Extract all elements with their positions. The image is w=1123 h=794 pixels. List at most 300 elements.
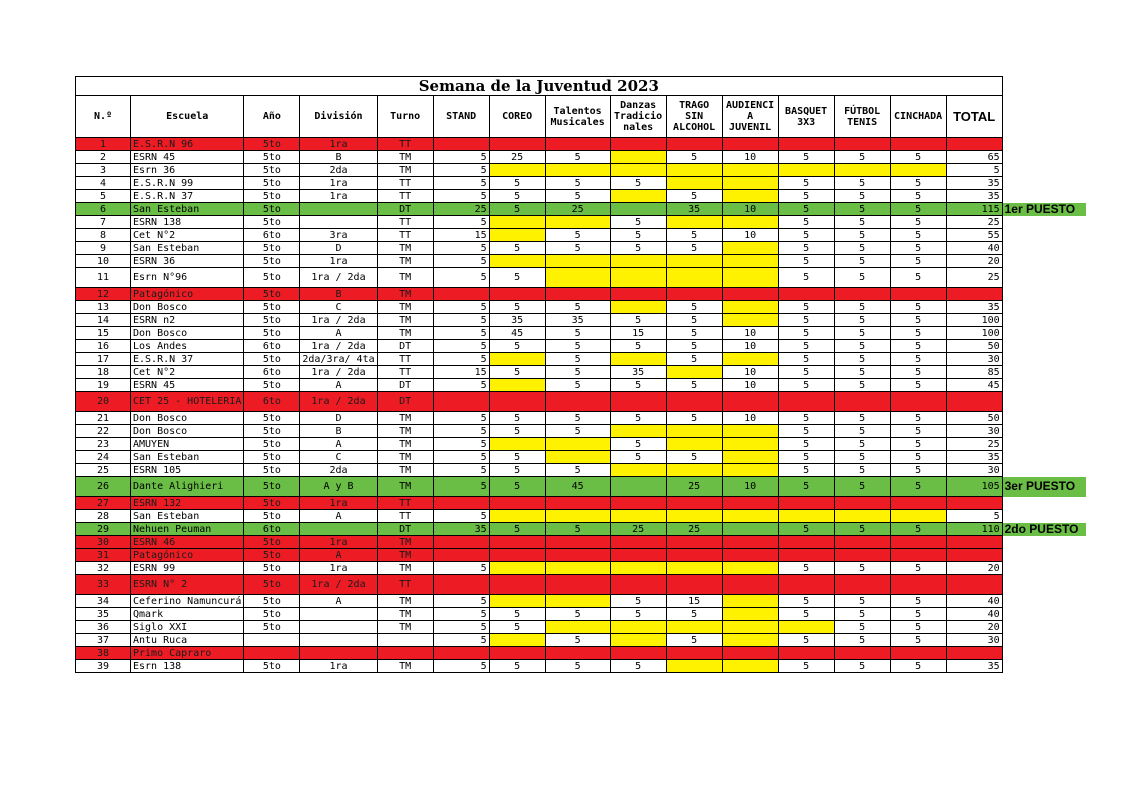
cell-cinchada: 5: [890, 203, 946, 216]
cell-total: [946, 549, 1002, 562]
cell-danzas: [610, 497, 666, 510]
cell-total: 30: [946, 353, 1002, 366]
spacer-cell: [1002, 190, 1086, 203]
header-anio: Año: [244, 96, 300, 138]
table-row: [76, 327, 1087, 340]
cell-division: A: [300, 438, 377, 451]
spacer-cell: [1002, 647, 1086, 660]
cell-basquet: 5: [778, 190, 834, 203]
cell-audiencia: 10: [722, 229, 778, 242]
table-row: [76, 523, 1087, 536]
cell-anio: 5to: [244, 353, 300, 366]
cell-division: [300, 608, 377, 621]
cell-basquet: 5: [778, 301, 834, 314]
cell-danzas: [610, 634, 666, 647]
cell-cinchada: 5: [890, 314, 946, 327]
cell-anio: 5to: [244, 216, 300, 229]
cell-turno: TT: [377, 510, 433, 523]
cell-division: [300, 216, 377, 229]
cell-number: 32: [76, 562, 131, 575]
cell-escuela: Cet N°2: [131, 366, 244, 379]
cell-escuela: E.S.R.N 37: [131, 190, 244, 203]
cell-danzas: [610, 288, 666, 301]
cell-total: 105: [946, 477, 1002, 497]
cell-trago: 5: [666, 151, 722, 164]
cell-stand: 5: [433, 477, 489, 497]
table-row: [76, 536, 1087, 549]
cell-danzas: [610, 621, 666, 634]
spacer-cell: [1002, 562, 1086, 575]
cell-division: [300, 523, 377, 536]
cell-cinchada: 5: [890, 229, 946, 242]
cell-anio: 5to: [244, 138, 300, 151]
cell-stand: 5: [433, 340, 489, 353]
spacer-cell: [1002, 608, 1086, 621]
cell-futbol: 5: [834, 190, 890, 203]
cell-number: 15: [76, 327, 131, 340]
cell-total: 35: [946, 301, 1002, 314]
cell-anio: 5to: [244, 425, 300, 438]
cell-danzas: [610, 549, 666, 562]
cell-escuela: San Esteban: [131, 451, 244, 464]
spacer-cell: [1002, 621, 1086, 634]
cell-division: 1ra / 2da: [300, 268, 377, 288]
table-row: [76, 660, 1087, 673]
cell-coreo: [489, 216, 545, 229]
cell-escuela: CET 25 - HOTELERIA: [131, 392, 244, 412]
cell-number: 13: [76, 301, 131, 314]
cell-division: 1ra / 2da: [300, 314, 377, 327]
cell-coreo: 5: [489, 340, 545, 353]
cell-coreo: 5: [489, 621, 545, 634]
cell-talentos: 45: [545, 477, 610, 497]
cell-division: B: [300, 425, 377, 438]
table-row: [76, 477, 1087, 497]
cell-cinchada: 5: [890, 438, 946, 451]
cell-escuela: Siglo XXI: [131, 621, 244, 634]
cell-stand: 5: [433, 412, 489, 425]
cell-stand: 5: [433, 634, 489, 647]
cell-total: 25: [946, 438, 1002, 451]
cell-total: 40: [946, 242, 1002, 255]
cell-basquet: 5: [778, 523, 834, 536]
cell-anio: 5to: [244, 255, 300, 268]
cell-anio: 5to: [244, 314, 300, 327]
cell-cinchada: 5: [890, 451, 946, 464]
cell-talentos: 25: [545, 203, 610, 216]
sheet-title: Semana de la Juventud 2023: [76, 77, 1003, 96]
cell-audiencia: 10: [722, 340, 778, 353]
cell-turno: DT: [377, 523, 433, 536]
cell-coreo: [489, 575, 545, 595]
cell-basquet: [778, 164, 834, 177]
cell-danzas: 5: [610, 379, 666, 392]
header-n: N.º: [76, 96, 131, 138]
cell-talentos: 5: [545, 634, 610, 647]
cell-audiencia: [722, 438, 778, 451]
cell-stand: 15: [433, 229, 489, 242]
cell-danzas: 5: [610, 451, 666, 464]
cell-turno: TM: [377, 608, 433, 621]
cell-total: 115: [946, 203, 1002, 216]
cell-talentos: 5: [545, 608, 610, 621]
cell-escuela: ESRN 105: [131, 464, 244, 477]
cell-division: D: [300, 412, 377, 425]
cell-turno: [377, 647, 433, 660]
cell-escuela: ESRN 36: [131, 255, 244, 268]
cell-stand: 5: [433, 425, 489, 438]
cell-trago: 5: [666, 314, 722, 327]
cell-anio: [244, 647, 300, 660]
cell-number: 2: [76, 151, 131, 164]
cell-talentos: [545, 536, 610, 549]
cell-cinchada: 5: [890, 608, 946, 621]
cell-basquet: 5: [778, 660, 834, 673]
spacer-cell: [1002, 164, 1086, 177]
cell-escuela: Esrn N°96: [131, 268, 244, 288]
cell-audiencia: 10: [722, 327, 778, 340]
cell-escuela: Los Andes: [131, 340, 244, 353]
cell-coreo: 5: [489, 301, 545, 314]
cell-danzas: 5: [610, 229, 666, 242]
spacer-cell: [1002, 412, 1086, 425]
cell-anio: 6to: [244, 523, 300, 536]
cell-escuela: Patagónico: [131, 549, 244, 562]
cell-audiencia: [722, 536, 778, 549]
cell-number: 11: [76, 268, 131, 288]
table-row: [76, 301, 1087, 314]
cell-cinchada: 5: [890, 412, 946, 425]
cell-danzas: [610, 562, 666, 575]
table-row: [76, 575, 1087, 595]
cell-total: 65: [946, 151, 1002, 164]
cell-escuela: Primo Capraro: [131, 647, 244, 660]
cell-trago: [666, 255, 722, 268]
cell-futbol: [834, 138, 890, 151]
cell-escuela: E.S.R.N 99: [131, 177, 244, 190]
cell-coreo: 5: [489, 242, 545, 255]
cell-basquet: [778, 575, 834, 595]
cell-escuela: Don Bosco: [131, 412, 244, 425]
cell-stand: 5: [433, 255, 489, 268]
cell-danzas: 5: [610, 340, 666, 353]
cell-stand: 5: [433, 608, 489, 621]
cell-division: A: [300, 595, 377, 608]
cell-escuela: E.S.R.N 96: [131, 138, 244, 151]
cell-trago: [666, 575, 722, 595]
header-talentos: Talentos Musicales: [545, 96, 610, 138]
cell-anio: 5to: [244, 621, 300, 634]
table-row: [76, 268, 1087, 288]
cell-cinchada: 5: [890, 634, 946, 647]
placement-label: 2do PUESTO: [1002, 523, 1086, 536]
cell-escuela: Patagónico: [131, 288, 244, 301]
cell-number: 34: [76, 595, 131, 608]
cell-number: 31: [76, 549, 131, 562]
cell-trago: [666, 660, 722, 673]
cell-coreo: 5: [489, 608, 545, 621]
cell-cinchada: 5: [890, 366, 946, 379]
cell-turno: DT: [377, 203, 433, 216]
cell-talentos: [545, 575, 610, 595]
cell-trago: [666, 549, 722, 562]
cell-trago: [666, 536, 722, 549]
table-row: [76, 216, 1087, 229]
table-row: [76, 425, 1087, 438]
cell-futbol: 5: [834, 634, 890, 647]
cell-danzas: [610, 151, 666, 164]
cell-basquet: 5: [778, 438, 834, 451]
spacer-cell: [1002, 392, 1086, 412]
cell-stand: 5: [433, 379, 489, 392]
table-row: [76, 340, 1087, 353]
cell-trago: [666, 510, 722, 523]
cell-cinchada: 5: [890, 379, 946, 392]
cell-cinchada: 5: [890, 177, 946, 190]
cell-stand: 5: [433, 268, 489, 288]
cell-stand: 5: [433, 562, 489, 575]
spacer-cell: [1002, 549, 1086, 562]
cell-coreo: [489, 392, 545, 412]
cell-division: 1ra: [300, 536, 377, 549]
cell-division: 1ra: [300, 255, 377, 268]
cell-audiencia: 10: [722, 477, 778, 497]
cell-futbol: 5: [834, 177, 890, 190]
cell-futbol: 5: [834, 353, 890, 366]
cell-turno: TM: [377, 621, 433, 634]
spacer-cell: [1002, 340, 1086, 353]
cell-talentos: [545, 138, 610, 151]
cell-total: 45: [946, 379, 1002, 392]
cell-audiencia: [722, 647, 778, 660]
cell-cinchada: 5: [890, 595, 946, 608]
spacer-cell: [1002, 255, 1086, 268]
cell-division: 1ra: [300, 497, 377, 510]
cell-trago: 5: [666, 340, 722, 353]
cell-total: 50: [946, 412, 1002, 425]
cell-number: 7: [76, 216, 131, 229]
cell-trago: [666, 392, 722, 412]
cell-division: C: [300, 451, 377, 464]
cell-futbol: 5: [834, 268, 890, 288]
cell-trago: 5: [666, 327, 722, 340]
cell-division: [300, 647, 377, 660]
cell-futbol: [834, 647, 890, 660]
cell-futbol: 5: [834, 438, 890, 451]
cell-futbol: 5: [834, 255, 890, 268]
cell-danzas: [610, 164, 666, 177]
header-audiencia: AUDIENCI A JUVENIL: [722, 96, 778, 138]
cell-basquet: 5: [778, 203, 834, 216]
cell-stand: 35: [433, 523, 489, 536]
cell-division: 1ra: [300, 138, 377, 151]
cell-total: 40: [946, 595, 1002, 608]
cell-futbol: 5: [834, 425, 890, 438]
cell-escuela: Cet N°2: [131, 229, 244, 242]
cell-escuela: San Esteban: [131, 203, 244, 216]
cell-division: 1ra: [300, 562, 377, 575]
table-row: [76, 288, 1087, 301]
cell-escuela: ESRN 138: [131, 216, 244, 229]
cell-anio: 5to: [244, 203, 300, 216]
cell-trago: [666, 562, 722, 575]
table-row: [76, 647, 1087, 660]
cell-cinchada: 5: [890, 353, 946, 366]
cell-basquet: 5: [778, 242, 834, 255]
cell-anio: 5to: [244, 327, 300, 340]
spacer-cell: [1002, 216, 1086, 229]
cell-futbol: 5: [834, 660, 890, 673]
cell-number: 5: [76, 190, 131, 203]
cell-talentos: 5: [545, 327, 610, 340]
cell-audiencia: [722, 634, 778, 647]
cell-stand: [433, 549, 489, 562]
cell-cinchada: [890, 575, 946, 595]
cell-anio: 5to: [244, 536, 300, 549]
cell-anio: 5to: [244, 412, 300, 425]
cell-cinchada: [890, 497, 946, 510]
cell-coreo: [489, 255, 545, 268]
cell-coreo: [489, 510, 545, 523]
cell-division: B: [300, 151, 377, 164]
cell-turno: TM: [377, 255, 433, 268]
cell-division: A y B: [300, 477, 377, 497]
cell-cinchada: 5: [890, 151, 946, 164]
cell-trago: [666, 177, 722, 190]
cell-total: 100: [946, 314, 1002, 327]
cell-danzas: [610, 536, 666, 549]
cell-audiencia: [722, 353, 778, 366]
table-row: [76, 510, 1087, 523]
cell-coreo: [489, 164, 545, 177]
cell-number: 18: [76, 366, 131, 379]
cell-total: 55: [946, 229, 1002, 242]
cell-coreo: 5: [489, 451, 545, 464]
cell-audiencia: [722, 660, 778, 673]
cell-basquet: [778, 497, 834, 510]
cell-cinchada: [890, 288, 946, 301]
cell-coreo: 25: [489, 151, 545, 164]
header-coreo: COREO: [489, 96, 545, 138]
spacer-cell: [1002, 595, 1086, 608]
cell-danzas: [610, 255, 666, 268]
spacer-cell: [1002, 268, 1086, 288]
cell-coreo: [489, 288, 545, 301]
spacer-cell: [1002, 425, 1086, 438]
cell-basquet: 5: [778, 268, 834, 288]
cell-audiencia: [722, 177, 778, 190]
cell-futbol: [834, 536, 890, 549]
cell-basquet: 5: [778, 151, 834, 164]
cell-talentos: 35: [545, 314, 610, 327]
cell-talentos: [545, 549, 610, 562]
cell-danzas: 15: [610, 327, 666, 340]
cell-coreo: [489, 634, 545, 647]
cell-stand: 5: [433, 327, 489, 340]
cell-basquet: 5: [778, 229, 834, 242]
cell-audiencia: [722, 562, 778, 575]
cell-anio: 5to: [244, 151, 300, 164]
cell-coreo: [489, 536, 545, 549]
cell-trago: [666, 138, 722, 151]
cell-stand: 5: [433, 216, 489, 229]
cell-turno: TM: [377, 327, 433, 340]
cell-escuela: San Esteban: [131, 242, 244, 255]
cell-talentos: 5: [545, 190, 610, 203]
cell-trago: [666, 268, 722, 288]
cell-futbol: 5: [834, 216, 890, 229]
cell-escuela: Dante Alighieri: [131, 477, 244, 497]
cell-number: 4: [76, 177, 131, 190]
results-sheet: [75, 76, 1087, 673]
cell-futbol: 5: [834, 301, 890, 314]
cell-turno: TM: [377, 562, 433, 575]
table-row: [76, 151, 1087, 164]
cell-turno: TM: [377, 412, 433, 425]
cell-coreo: 5: [489, 268, 545, 288]
cell-coreo: [489, 647, 545, 660]
cell-danzas: [610, 575, 666, 595]
cell-futbol: [834, 575, 890, 595]
cell-audiencia: [722, 301, 778, 314]
cell-audiencia: [722, 510, 778, 523]
cell-escuela: Don Bosco: [131, 301, 244, 314]
cell-basquet: 5: [778, 255, 834, 268]
cell-turno: TT: [377, 190, 433, 203]
cell-coreo: 5: [489, 366, 545, 379]
cell-basquet: 5: [778, 562, 834, 575]
cell-turno: TM: [377, 549, 433, 562]
cell-audiencia: [722, 268, 778, 288]
cell-division: 1ra / 2da: [300, 392, 377, 412]
cell-danzas: 5: [610, 412, 666, 425]
spacer-cell: [1002, 327, 1086, 340]
cell-total: 100: [946, 327, 1002, 340]
cell-trago: 5: [666, 412, 722, 425]
cell-basquet: [778, 510, 834, 523]
cell-turno: [377, 634, 433, 647]
cell-talentos: 5: [545, 301, 610, 314]
cell-stand: [433, 288, 489, 301]
cell-anio: 5to: [244, 379, 300, 392]
cell-turno: TT: [377, 353, 433, 366]
cell-coreo: 35: [489, 314, 545, 327]
cell-talentos: [545, 288, 610, 301]
cell-cinchada: [890, 138, 946, 151]
cell-audiencia: [722, 595, 778, 608]
cell-talentos: 5: [545, 464, 610, 477]
cell-trago: [666, 216, 722, 229]
cell-turno: DT: [377, 340, 433, 353]
cell-audiencia: [722, 575, 778, 595]
cell-anio: 5to: [244, 549, 300, 562]
cell-turno: TM: [377, 660, 433, 673]
cell-turno: TM: [377, 314, 433, 327]
cell-danzas: 5: [610, 660, 666, 673]
cell-number: 16: [76, 340, 131, 353]
cell-total: 30: [946, 464, 1002, 477]
cell-talentos: 5: [545, 425, 610, 438]
cell-division: 1ra: [300, 177, 377, 190]
cell-escuela: Antu Ruca: [131, 634, 244, 647]
cell-danzas: 5: [610, 595, 666, 608]
cell-basquet: [778, 138, 834, 151]
cell-anio: 5to: [244, 660, 300, 673]
cell-talentos: 5: [545, 366, 610, 379]
cell-danzas: [610, 190, 666, 203]
table-row: [76, 138, 1087, 151]
cell-division: A: [300, 510, 377, 523]
